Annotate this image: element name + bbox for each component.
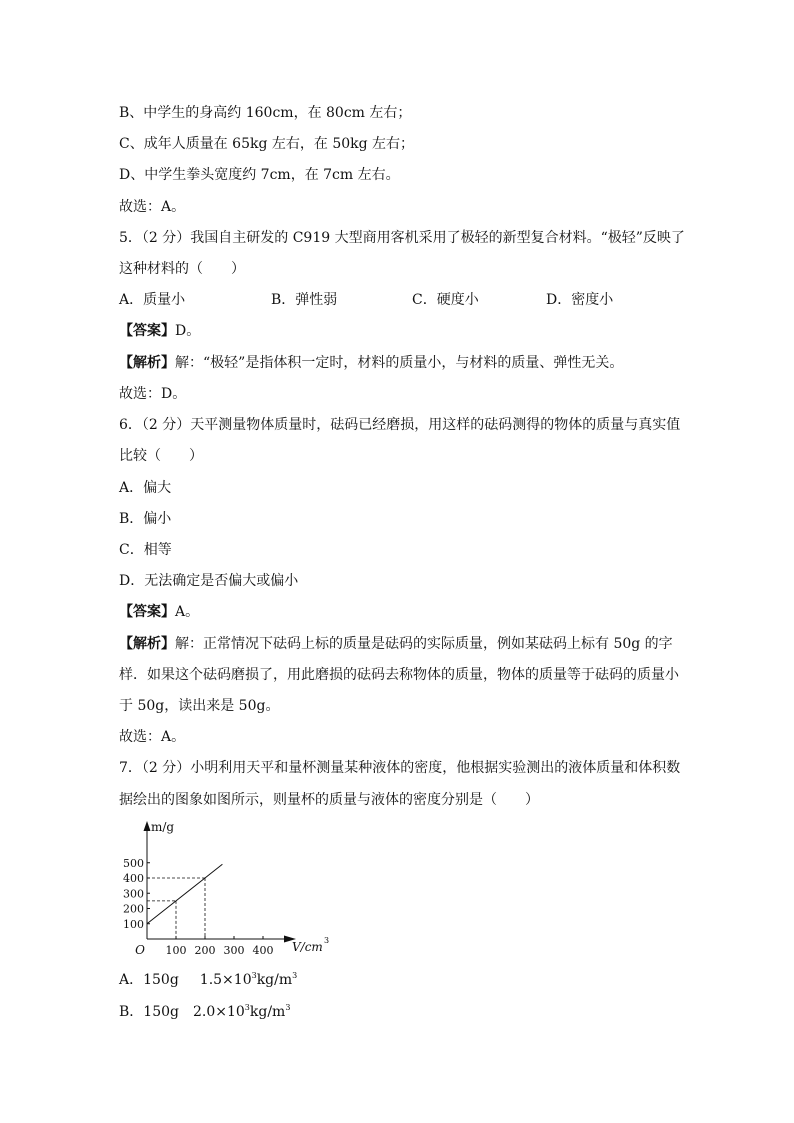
y-tick-label: 100: [123, 917, 144, 931]
y-tick-label: 200: [123, 902, 144, 916]
q5-stem-line2: 这种材料的（ ）: [119, 261, 245, 277]
q5-analysis: [119, 354, 623, 372]
q6-option-c: C．相等: [119, 542, 172, 558]
q7-option-b-exp: 3: [244, 1003, 250, 1012]
x-tick-label: 100: [165, 944, 187, 957]
q6-stem-line2: 比较（ ）: [119, 448, 203, 464]
q4-option-b-explanation: B、中学生的身高约 160cm，在 80cm 左右；: [119, 105, 412, 121]
x-tick-label: 200: [194, 944, 216, 957]
y-axis-arrow: [144, 821, 151, 831]
q5-option-d: D．密度小: [546, 292, 614, 308]
q5-answer-value: D。: [175, 323, 201, 339]
q5-option-c: C．硬度小: [412, 292, 479, 308]
q5-analysis-tag: 【解析】: [119, 355, 175, 371]
q5-conclusion: 故选：D。: [119, 386, 187, 402]
q7-option-b-label: B．150g: [119, 1004, 179, 1020]
y-tick-label: 400: [123, 872, 144, 885]
q5-analysis-text: 解：“极轻”是指体积一定时，材料的质量小，与材料的质量、弹性无关。: [175, 355, 624, 371]
q7-option-a-value: 1.5×10: [199, 972, 252, 988]
origin-label: O: [135, 943, 145, 957]
q7-option-a-unit: kg/m: [256, 972, 293, 988]
q6-answer-tag: 【答案】: [119, 604, 175, 620]
series-line-m-v: [147, 864, 222, 923]
q4-option-d-explanation: D、中学生拳头宽度约 7cm，在 7cm 左右。: [119, 167, 400, 183]
q6-analysis-tag: 【解析】: [119, 636, 175, 652]
q6-option-a: A．偏大: [119, 480, 172, 496]
q7-option-a: [119, 967, 297, 989]
q6-option-d: D．无法确定是否偏大或偏小: [119, 573, 299, 589]
q6-analysis-line3: 于 50g，读出来是 50g。: [119, 698, 280, 714]
q7-stem-line1: 7．（2 分）小明利用天平和量杯测量某种液体的密度，他根据实验测出的液体质量和体积数: [119, 760, 681, 776]
q7-option-a-unit-exp: 3: [292, 971, 298, 980]
q5-stem-line1: 5．（2 分）我国自主研发的 C919 大型商用客机采用了极轻的新型复合材料。“极轻”反映了: [119, 230, 685, 246]
q7-option-a-label: A．150g: [119, 972, 179, 988]
mass-volume-graph: [112, 813, 342, 961]
q5-answer-tag: 【答案】: [119, 323, 175, 339]
x-tick-label: 300: [223, 944, 245, 957]
q7-option-a-exp: 3: [251, 971, 257, 980]
x-axis-label-exp: 3: [324, 936, 330, 945]
q4-option-c-explanation: C、成年人质量在 65kg 左右，在 50kg 左右；: [119, 136, 415, 152]
q5-answer: [119, 322, 200, 340]
y-axis-label: m/g: [151, 820, 175, 834]
y-tick-label: 300: [123, 887, 144, 901]
q6-conclusion: 故选：A。: [119, 729, 186, 745]
q6-analysis-line2: 样．如果这个砝码磨损了，用此磨损的砝码去称物体的质量，物体的质量等于砝码的质量小: [119, 667, 679, 683]
q7-option-b-value: 2.0×10: [192, 1004, 245, 1020]
q5-option-b: B．弹性弱: [271, 292, 338, 308]
q7-option-b: [119, 999, 290, 1021]
q6-stem-line1: 6．（2 分）天平测量物体质量时，砝码已经磨损，用这样的砝码测得的物体的质量与真实值: [119, 417, 681, 433]
x-tick-label: 400: [252, 944, 274, 957]
q6-analysis-line1: [119, 635, 673, 653]
q7-stem-line2: 据绘出的图象如图所示，则量杯的质量与液体的密度分别是（ ）: [119, 792, 539, 808]
q6-analysis-text: 解：正常情况下砝码上标的质量是砝码的实际质量，例如某砝码上标有 50g 的字: [175, 636, 673, 652]
q7-option-b-unit-exp: 3: [285, 1003, 291, 1012]
x-axis-label: V/cm: [292, 940, 323, 954]
q6-option-b: B．偏小: [119, 511, 172, 527]
q6-answer-value: A。: [175, 604, 200, 620]
q4-conclusion: 故选：A。: [119, 199, 186, 215]
q5-option-a: A．质量小: [119, 292, 186, 308]
q6-answer: [119, 603, 199, 621]
y-tick-label: 500: [123, 856, 144, 870]
q7-option-b-unit: kg/m: [249, 1004, 286, 1020]
